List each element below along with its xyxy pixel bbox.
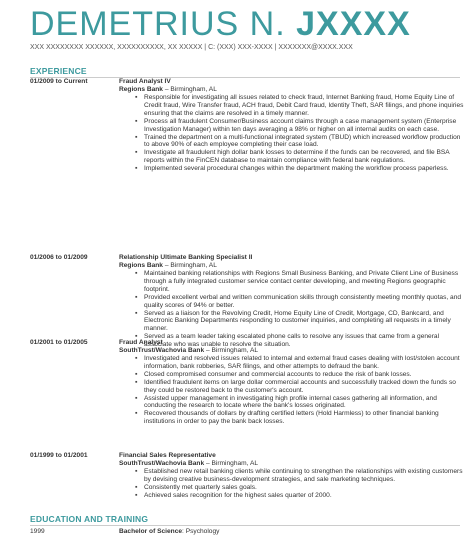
bullet-item: ▪ Investigate all fraudulent high dollar bank losses to determine if the funds can be recovered, and file BSA reports within the FinCEN database to maintain compliance with federal bank regulations.	[135, 149, 464, 165]
bullet-item: ▪ Established new retail banking clients while continuing to strengthen the relationships with existing customers by devising creative business-development strategies, and sale marketing techniques.	[135, 468, 464, 484]
job-employer: Regions Bank	[119, 86, 163, 93]
job-employer: SouthTrust/Wachovia Bank	[119, 347, 205, 354]
job-bullets	[119, 94, 464, 173]
first-name: DEMETRIUS N.	[30, 5, 286, 43]
bullet-item: ▪ Trained the department on a multi-functional integrated system (TBUD) which increased workflow production to above 90% of each employee completing their case load.	[135, 134, 464, 150]
dash-separator: –	[205, 460, 210, 467]
job-employer-line	[119, 262, 464, 270]
education-details	[119, 528, 464, 536]
job-bullets	[119, 270, 464, 349]
dash-separator: –	[164, 262, 169, 269]
candidate-name	[30, 4, 411, 44]
job-details	[119, 254, 464, 349]
degree-separator: :	[182, 528, 186, 535]
field-of-study: Psychology	[185, 528, 220, 535]
job-title: Relationship Ultimate Banking Specialist II	[119, 254, 253, 261]
education-divider	[30, 525, 460, 526]
last-name: JXXXX	[296, 5, 411, 43]
bullet-item: ▪ Responsible for investigating all issues related to check fraud, Internet Banking fraud, Home Equity Line of Credit fraud, Wire Transfer fraud, ACH fraud, Debit Card fraud, Identity Theft, SAR filings, and phone inquiries ensuring that the claims are resolved in a timely manner.	[135, 94, 464, 118]
job-location: Birmingham, AL	[211, 347, 259, 354]
job-details	[119, 452, 464, 500]
degree-line	[119, 528, 464, 536]
bullet-item: ▪ Identified fraudulent items on large dollar commercial accounts and successfully tracked down the funds so they could be restored back to the customer's account.	[135, 379, 464, 395]
bullet-item: ▪ Provided excellent verbal and written communication skills through consistently meeting monthly quotas, and quality scores of 94% or better.	[135, 294, 464, 310]
education-heading: EDUCATION AND TRAINING	[30, 514, 149, 524]
dash-separator: –	[164, 86, 169, 93]
job-dates: 01/2001 to 01/2005	[30, 339, 88, 346]
bullet-item: ▪ Served as a team leader taking escalated phone calls to resolve any issues that came from a general associate who was unable to resolve the situation.	[135, 333, 464, 349]
job-location: Birmingham, AL	[170, 86, 217, 93]
education-date: 1999	[30, 528, 45, 535]
job-details	[119, 339, 464, 426]
job-bullets	[119, 468, 464, 500]
contact-info: XXX XXXXXXXX XXXXXX, XXXXXXXXXX, XX XXXXX | C: (XXX) XXX-XXXX | XXXXXXX@XXXX.XXX	[30, 44, 353, 51]
bullet-item: ▪ Closed compromised consumer and commercial accounts to reduce the risk of bank losses.	[135, 371, 464, 379]
dash-separator: –	[205, 347, 210, 354]
bullet-item: ▪ Recovered thousands of dollars by drafting certified letters (Hold Harmless) to other financial banking institutions in order to pay the bank back losses.	[135, 410, 464, 426]
job-employer-line	[119, 460, 464, 468]
job-bullets	[119, 355, 464, 426]
job-employer-line	[119, 86, 464, 94]
bullet-item: ▪ Implemented several procedural changes within the department making the workflow process paperless.	[135, 165, 464, 173]
job-dates: 01/1999 to 01/2001	[30, 452, 88, 459]
bullet-item: ▪ Achieved sales recognition for the highest sales quarter of 2000.	[135, 492, 464, 500]
bullet-item: ▪ Process all fraudulent Consumer/Business account claims through a case management system (Enterprise Investigation Manager) within ten days averaging a 98% or higher on all internal audits on each case.	[135, 118, 464, 134]
job-details	[119, 78, 464, 173]
job-location: Birmingham, AL	[170, 262, 217, 269]
bullet-item: ▪ Maintained banking relationships with Regions Small Business Banking, and Private Client Line of Business through a fully integrated customer service contact center developing, and meeting Regions geographic footprint.	[135, 270, 464, 294]
job-employer-line	[119, 347, 464, 355]
degree: Bachelor of Science	[119, 528, 183, 535]
job-dates: 01/2009 to Current	[30, 78, 88, 85]
bullet-item: ▪ Served as a liaison for the Revolving Credit, Home Equity Line of Credit, Mortgage, CD, Bankcard, and Electronic Banking Departments responding to customer inquiries, and completing all requests in a timely manner.	[135, 310, 464, 334]
bullet-item: ▪ Consistently met quarterly sales goals.	[135, 484, 464, 492]
job-title: Financial Sales Representative	[119, 452, 216, 459]
job-location: Birmingham, AL	[211, 460, 259, 467]
bullet-item: ▪ Assisted upper management in investigating high profile internal cases gathering all information, and conducting the research to locate where the bank's losses originated.	[135, 395, 464, 411]
bullet-item: ▪ Investigated and resolved issues related to internal and external fraud cases dealing with lost/stolen account information, bank robberies, SAR filings, and other attempts to defraud the bank.	[135, 355, 464, 371]
job-title: Fraud Analyst	[119, 339, 163, 346]
experience-heading: EXPERIENCE	[30, 66, 87, 76]
job-employer: Regions Bank	[119, 262, 163, 269]
job-dates: 01/2006 to 01/2009	[30, 254, 88, 261]
job-title: Fraud Analyst IV	[119, 78, 171, 85]
job-employer: SouthTrust/Wachovia Bank	[119, 460, 205, 467]
